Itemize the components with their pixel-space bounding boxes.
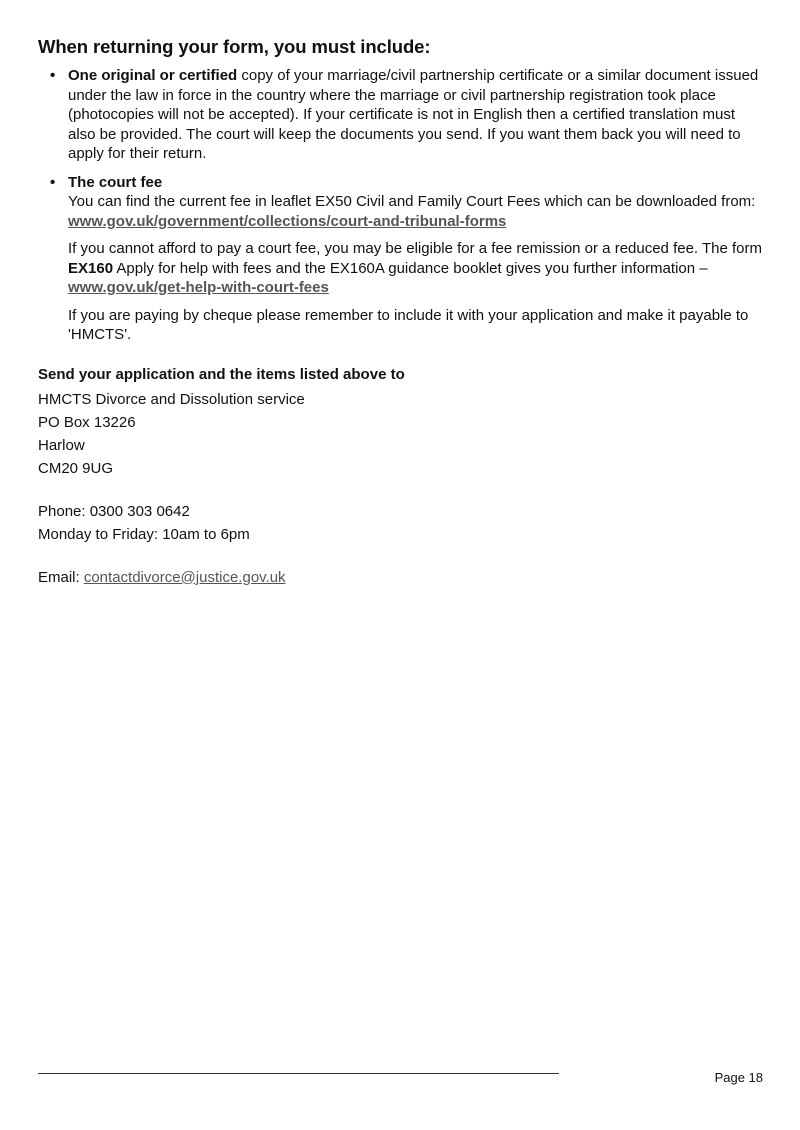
certificate-text: copy of your marriage/civil partnership certificate or a similar document issued under the law in force in the country where the marriage or civil partnership registration took place (photocopies will not be accepted). If your certificate is not in English then a certified translation must also be provided. The court will keep the documents you send. If you want them back you will need to apply for their return. [68, 67, 759, 162]
ex160-bold-text: EX160 [68, 259, 114, 277]
email-label: Email: [38, 568, 84, 586]
address-line-organisation: HMCTS Divorce and Dissolution service [38, 390, 305, 408]
bullet-icon: • [50, 67, 56, 84]
spacer [38, 480, 766, 500]
section-heading: When returning your form, you must include: [38, 36, 431, 57]
requirements-list [38, 66, 766, 345]
bullet-icon: • [50, 173, 56, 191]
list-item-certificate [38, 66, 766, 164]
cheque-paragraph: If you are paying by cheque please remember to include it with your application and make it payable to 'HMCTS'. [68, 306, 749, 343]
email-line [38, 566, 766, 589]
document-page [38, 36, 766, 589]
address-line-postcode: CM20 9UG [38, 459, 114, 477]
phone-line: Phone: 0300 303 0642 [38, 502, 190, 520]
certificate-bold-text: One original or certified [68, 67, 238, 84]
court-fee-paragraph [68, 173, 766, 232]
court-fee-text: You can find the current fee in leaflet EX50 Civil and Family Court Fees which can be downloaded from: [68, 193, 756, 210]
fee-remission-text-2: Apply for help with fees and the EX160A guidance booklet gives you further information – [113, 259, 708, 277]
email-link[interactable]: contactdivorce@justice.gov.uk [83, 568, 286, 586]
footer-divider [38, 1073, 559, 1074]
fee-remission-paragraph [68, 239, 766, 298]
list-item-court-fee [38, 173, 766, 345]
send-heading: Send your application and the items listed above to [38, 365, 405, 383]
page-number: Page 18 [714, 1070, 763, 1085]
court-forms-link[interactable]: www.gov.uk/government/collections/court-and-tribunal-forms [68, 212, 507, 230]
address-line-po-box: PO Box 13226 [38, 413, 136, 431]
address-line-town: Harlow [38, 436, 85, 454]
help-with-fees-link[interactable]: www.gov.uk/get-help-with-court-fees [68, 279, 329, 296]
spacer [38, 546, 766, 566]
fee-remission-text-1: If you cannot afford to pay a court fee, you may be eligible for a fee remission or a reduced fee. The form [68, 240, 762, 257]
court-fee-title: The court fee [68, 173, 163, 191]
certificate-paragraph [68, 66, 766, 164]
opening-hours-line: Monday to Friday: 10am to 6pm [38, 525, 250, 543]
